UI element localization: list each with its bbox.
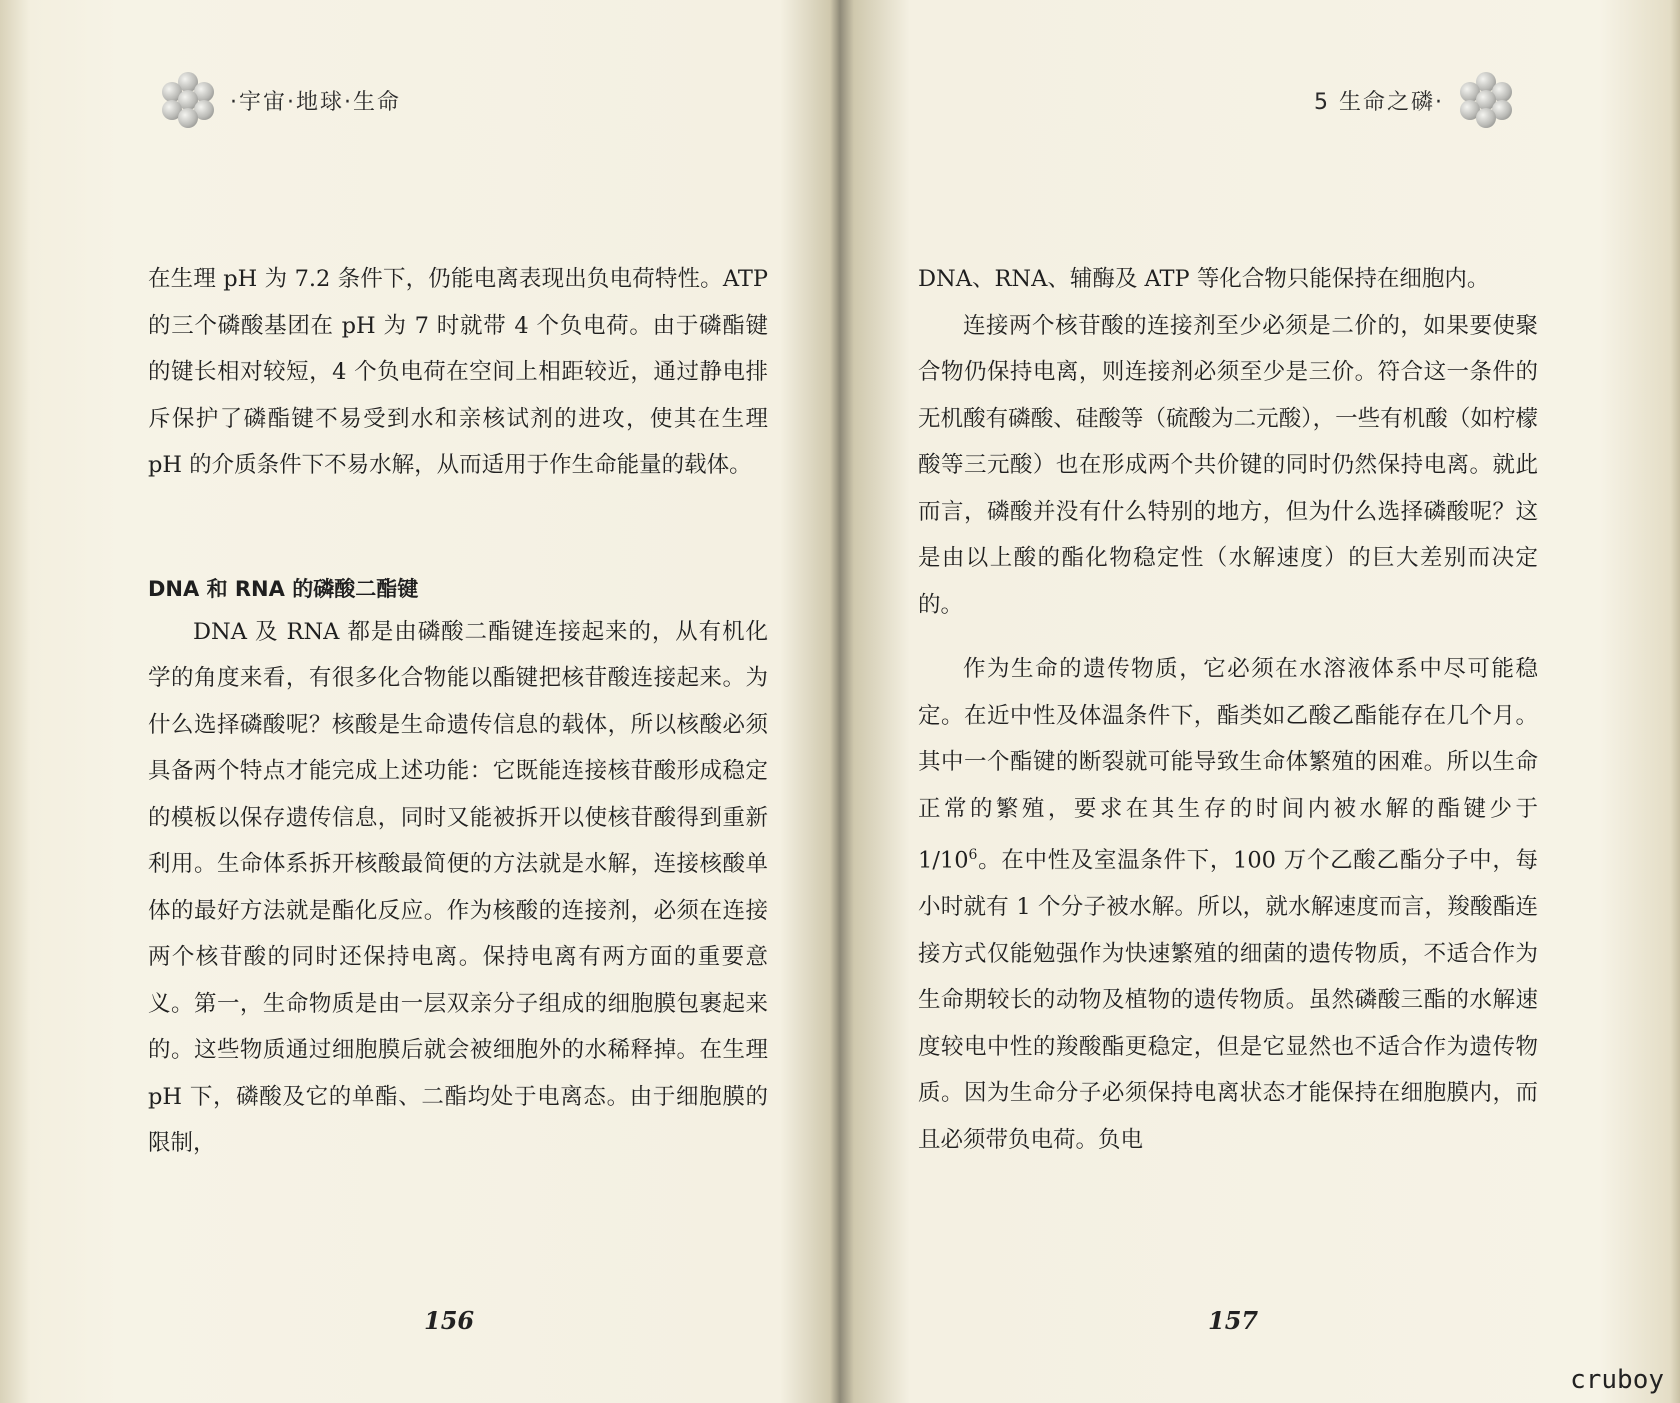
molecule-logo-icon xyxy=(160,72,216,128)
molecule-logo-icon xyxy=(1458,72,1514,128)
paragraph xyxy=(918,646,1538,1163)
text-run: 。在中性及室温条件下，100 万个乙酸乙酯分子中，每小时就有 1 个分子被水解。所以，就水解速度而言，羧酸酯连接方式仅能勉强作为快速繁殖的细菌的遗传物质，不适合作为生命期较长的动物及植物的遗传物质。虽然磷酸三酯的水解速度较电中性的羧酸酯更稳定，但是它显然也不适合作为遗传物质。因为生命分子必须保持电离状态才能保持在细胞膜内，而且必须带负电荷。负电 xyxy=(918,847,1538,1153)
right-body-text xyxy=(918,256,1538,1163)
left-running-header xyxy=(160,70,415,130)
text-run: 作为生命的遗传物质，它必须在水溶液体系中尽可能稳定。在近中性及体温条件下，酯类如乙酸乙酯能存在几个月。其中一个酯键的断裂就可能导致生命体繁殖的困难。所以生命正常的繁殖，要求在其生存的时间内被水解的酯键少于 1/10 xyxy=(918,656,1538,874)
exponent: 6 xyxy=(968,847,978,863)
watermark: cruboy xyxy=(1570,1365,1664,1395)
paragraph: 连接两个核苷酸的连接剂至少必须是二价的，如果要使聚合物仍保持电离，则连接剂必须至少是三价。符合这一条件的无机酸有磷酸、硅酸等（硫酸为二元酸），一些有机酸（如柠檬酸等三元酸）也在形成两个共价键的同时仍然保持电离。就此而言，磷酸并没有什么特别的地方，但为什么选择磷酸呢？这是由以上酸的酯化物稳定性（水解速度）的巨大差别而决定的。 xyxy=(918,312,1538,618)
section-heading: DNA 和 RNA 的磷酸二酯键 xyxy=(148,576,419,601)
paragraph: 在生理 pH 为 7.2 条件下，仍能电离表现出负电荷特性。ATP 的三个磷酸基团在 pH 为 7 时就带 4 个负电荷。由于磷酯键的键长相对较短，4 个负电荷在空间上相距较近，通过静电排斥保护了磷酯键不易受到水和亲核试剂的进攻，使其在生理 pH 的介质条件下不易水解，从而适用于作生命能量的载体。 xyxy=(148,266,768,478)
left-body-text xyxy=(148,256,768,1167)
paragraph: DNA、RNA、辅酶及 ATP 等化合物只能保持在细胞内。 xyxy=(918,266,1490,292)
page-number: 156 xyxy=(424,1306,475,1335)
left-header-title: ·宇宙·地球·生命 xyxy=(230,89,401,115)
paragraph: DNA 及 RNA 都是由磷酸二酯键连接起来的，从有机化学的角度来看，有很多化合物能以酯键把核苷酸连接起来。为什么选择磷酸呢？核酸是生命遗传信息的载体，所以核酸必须具备两个特点才能完成上述功能：它既能连接核苷酸形成稳定的模板以保存遗传信息，同时又能被拆开以使核苷酸得到重新利用。生命体系拆开核酸最简便的方法就是水解，连接核酸单体的最好方法就是酯化反应。作为核酸的连接剂，必须在连接两个核苷酸的同时还保持电离。保持电离有两方面的重要意义。第一，生命物质是由一层双亲分子组成的细胞膜包裹起来的。这些物质通过细胞膜后就会被细胞外的水稀释掉。在生理 pH 下，磷酸及它的单酯、二酯均处于电离态。由于细胞膜的限制， xyxy=(148,618,768,1156)
right-header-title: 5 生命之磷· xyxy=(1314,89,1444,115)
right-page xyxy=(840,0,1680,1403)
page-number: 157 xyxy=(1208,1306,1259,1335)
right-running-header xyxy=(1300,70,1514,130)
